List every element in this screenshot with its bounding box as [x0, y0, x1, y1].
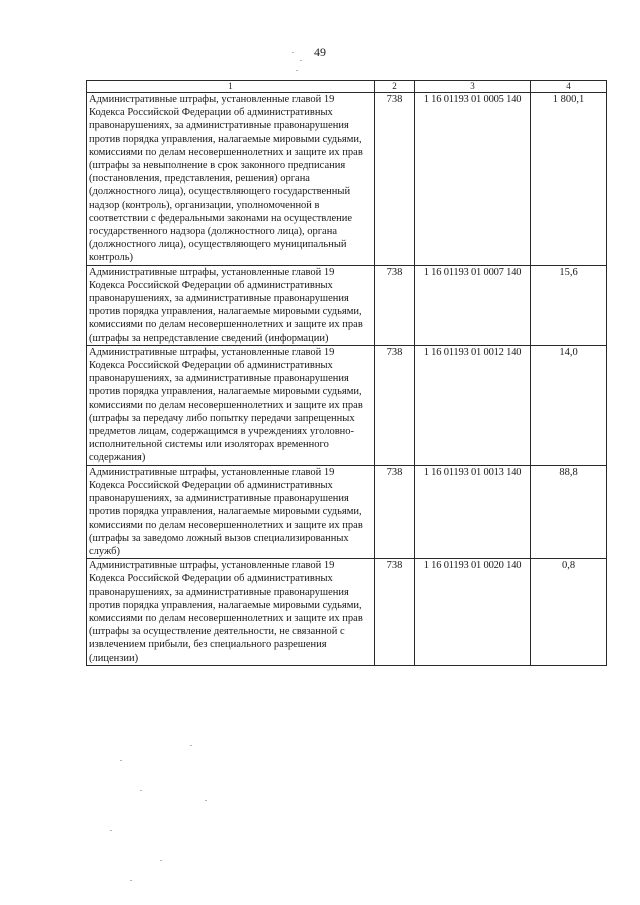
revenue-table	[86, 80, 607, 666]
column-header-4: 4	[531, 81, 607, 93]
table-row	[87, 345, 607, 465]
row-budget-code: 1 16 01193 01 0007 140	[415, 265, 531, 345]
column-header-3: 3	[415, 81, 531, 93]
row-budget-code: 1 16 01193 01 0012 140	[415, 345, 531, 465]
row-budget-code: 1 16 01193 01 0005 140	[415, 93, 531, 266]
row-admin-code: 738	[375, 465, 415, 558]
row-description: Административные штрафы, установленные главой 19 Кодекса Российской Федерации об административных правонарушениях, за административные правонарушения против порядка управления, налагаемые мировыми судьями, комиссиями по делам несовершеннолетних и защите их прав (штрафы за заведомо ложный вызов специализированных служб)	[87, 465, 375, 558]
row-budget-code: 1 16 01193 01 0013 140	[415, 465, 531, 558]
row-description: Административные штрафы, установленные главой 19 Кодекса Российской Федерации об административных правонарушениях, за административные правонарушения против порядка управления, налагаемые мировыми судьями, комиссиями по делам несовершеннолетних и защите их прав (штрафы за осуществление деятельности, не связанной с извлечением прибыли, без специального разрешения (лицензии)	[87, 559, 375, 666]
row-budget-code: 1 16 01193 01 0020 140	[415, 559, 531, 666]
row-amount: 14,0	[531, 345, 607, 465]
row-amount: 1 800,1	[531, 93, 607, 266]
table-row	[87, 93, 607, 266]
table-row	[87, 265, 607, 345]
column-header-2: 2	[375, 81, 415, 93]
row-amount: 15,6	[531, 265, 607, 345]
page-number: 49	[314, 45, 326, 59]
row-description: Административные штрафы, установленные главой 19 Кодекса Российской Федерации об административных правонарушениях, за административные правонарушения против порядка управления, налагаемые мировыми судьями, комиссиями по делам несовершеннолетних и защите их прав (штрафы за передачу либо попытку передачи запрещенных предметов лицам, содержащимся в учреждениях уголовно-исполнительной системы или изоляторах временного содержания)	[87, 345, 375, 465]
table-header-row	[87, 81, 607, 93]
column-header-1: 1	[87, 81, 375, 93]
row-amount: 0,8	[531, 559, 607, 666]
row-description: Административные штрафы, установленные главой 19 Кодекса Российской Федерации об административных правонарушениях, за административные правонарушения против порядка управления, налагаемые мировыми судьями, комиссиями по делам несовершеннолетних и защите их прав (штрафы за невыполнение в срок законного предписания (постановления, представления, решения) органа (должностного лица), осуществляющего государственный надзор (контроль), организации, уполномоченной в соответствии с федеральными законами на осуществление государственного надзора (должностного лица), органа (должностного лица), осуществляющего муниципальный контроль)	[87, 93, 375, 266]
row-admin-code: 738	[375, 93, 415, 266]
row-admin-code: 738	[375, 345, 415, 465]
row-amount: 88,8	[531, 465, 607, 558]
table-row	[87, 465, 607, 558]
row-description: Административные штрафы, установленные главой 19 Кодекса Российской Федерации об административных правонарушениях, за административные правонарушения против порядка управления, налагаемые мировыми судьями, комиссиями по делам несовершеннолетних и защите их прав (штрафы за непредставление сведений (информации)	[87, 265, 375, 345]
row-admin-code: 738	[375, 559, 415, 666]
row-admin-code: 738	[375, 265, 415, 345]
table-row	[87, 559, 607, 666]
